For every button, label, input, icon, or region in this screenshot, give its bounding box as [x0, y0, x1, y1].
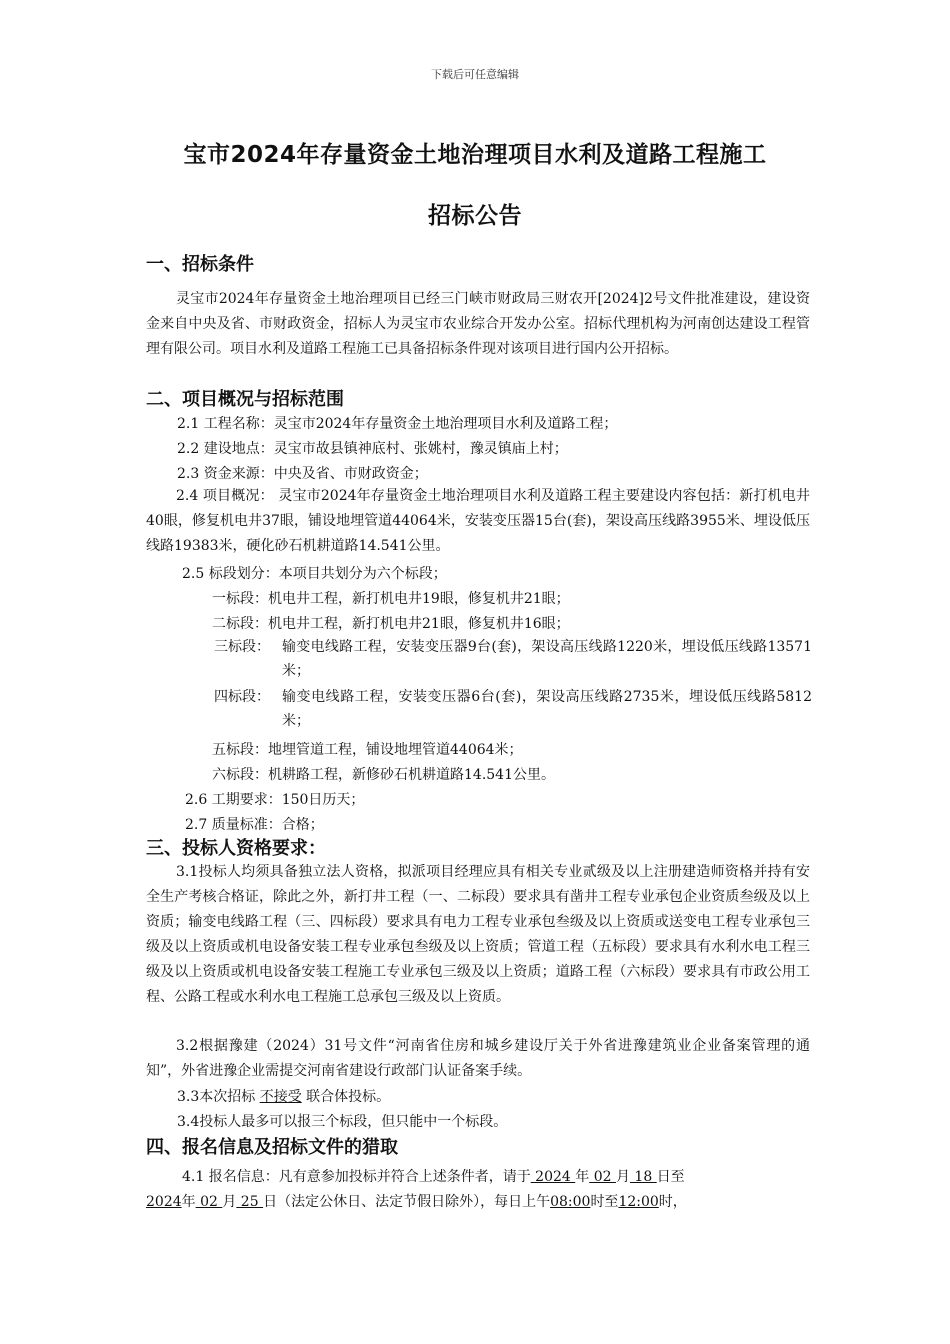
start-month: 02	[589, 1169, 616, 1185]
item-2-1: 2.1 工程名称：灵宝市2024年存量资金土地治理项目水利及道路工程；	[177, 416, 618, 432]
morning-end-time: 12:00	[618, 1194, 659, 1210]
item-4-1-line-2	[146, 1191, 687, 1211]
item-3-2: 3.2根据豫建（2024）31号文件“河南省住房和城乡建设厅关于外省进豫建筑业企业备案管理的通知”，外省进豫企业需提交河南省建设行政部门认证备案手续。	[146, 1038, 810, 1079]
end-year: 2024	[146, 1194, 182, 1210]
time-unit: 时，	[658, 1194, 687, 1210]
item-3-3-text-a: 3.3本次招标	[177, 1089, 260, 1105]
end-month-unit: 月	[222, 1194, 237, 1210]
item-3-1: 3.1投标人均须具备独立法人资格，拟派项目经理应具有相关专业贰级及以上注册建造师资格并持有安全生产考核合格证，除此之外，新打井工程（一、二标段）要求具有凿井工程专业承包企业资质叁级及以上资质；输变电线路工程（三、四标段）要求具有电力工程专业承包叁级及以上资质或送变电工程专业承包三级及以上资质或机电设备安装工程专业承包叁级及以上资质；管道工程（五标段）要求具有水利水电工程三级及以上资质或机电设备安装工程施工专业承包三级及以上资质；道路工程（六标段）要求具有市政公用工程、公路工程或水利水电工程施工总承包三级及以上资质。	[146, 864, 810, 1005]
section-1-heading: 一、招标条件	[146, 254, 254, 275]
document-title-line-1: 宝市2024年存量资金土地治理项目水利及道路工程施工	[183, 142, 767, 168]
item-2-5: 2.5 标段划分：本项目共划分为六个标段；	[182, 566, 447, 582]
section-1-paragraph: 灵宝市2024年存量资金土地治理项目已经三门峡市财政局三财农开[2024]2号文件批准建设，建设资金来自中央及省、市财政资金，招标人为灵宝市农业综合开发办公室。招标代理机构为河南创达建设工程管理有限公司。项目水利及道路工程施工已具备招标条件现对该项目进行国内公开招标。	[146, 291, 810, 357]
item-2-6: 2.6 工期要求：150日历天；	[185, 792, 365, 808]
end-day: 25	[236, 1194, 264, 1210]
item-4-1-pre: 4.1 报名信息：凡有意参加投标并符合上述条件者，请于	[182, 1169, 531, 1185]
start-day-unit: 日至	[656, 1169, 685, 1185]
item-3-3	[177, 1086, 390, 1106]
segment-6: 六标段：机耕路工程，新修砂石机耕道路14.541公里。	[212, 767, 555, 783]
segment-1: 一标段：机电井工程，新打机电井19眼，修复机井21眼；	[212, 591, 570, 607]
segment-4-text: 输变电线路工程，安装变压器6台(套)，架设高压线路2735米，埋设低压线路5812米；	[282, 689, 812, 729]
end-year-unit: 年	[181, 1194, 196, 1210]
item-2-7: 2.7 质量标准：合格；	[185, 817, 324, 833]
segment-3-label: 三标段：	[214, 639, 270, 655]
header-note: 下载后可任意编辑	[431, 68, 519, 81]
item-3-4: 3.4投标人最多可以报三个标段，但只能中一个标段。	[177, 1114, 508, 1130]
section-4-heading: 四、报名信息及招标文件的猎取	[146, 1137, 398, 1158]
end-month: 02	[195, 1194, 223, 1210]
segment-3-text: 输变电线路工程，安装变压器9台(套)，架设高压线路1220米，埋设低压线路13571米；	[282, 639, 812, 679]
section-3-heading: 三、投标人资格要求：	[146, 838, 326, 859]
start-year-unit: 年	[575, 1169, 590, 1185]
morning-start-time: 08:00	[550, 1194, 591, 1210]
time-separator: 时至	[590, 1194, 619, 1210]
item-4-1-line-1	[182, 1166, 685, 1186]
item-2-4: 2.4 项目概况： 灵宝市2024年存量资金土地治理项目水利及道路工程主要建设内容包括：新打机电井40眼，修复机电井37眼，铺设地埋管道44064米，安装变压器15台(套)，架设高压线路3955米、埋设低压线路19383米，硬化砂石机耕道路14.541公里。	[146, 488, 810, 554]
segment-4-label: 四标段：	[214, 689, 270, 705]
item-2-2: 2.2 建设地点：灵宝市故县镇神底村、张姚村，豫灵镇庙上村；	[177, 441, 568, 457]
item-3-3-text-b: 联合体投标。	[301, 1089, 391, 1105]
start-year: 2024	[530, 1169, 576, 1185]
document-title-line-2: 招标公告	[428, 203, 522, 229]
item-3-3-underlined: 不接受	[259, 1089, 302, 1105]
end-day-unit: 日（法定公休日、法定节假日除外），每日上午	[263, 1194, 551, 1210]
start-day: 18	[629, 1169, 657, 1185]
segment-5: 五标段：地埋管道工程，铺设地埋管道44064米；	[212, 742, 523, 758]
segment-2: 二标段：机电井工程，新打机电井21眼，修复机井16眼；	[212, 616, 570, 632]
section-2-heading: 二、项目概况与招标范围	[146, 389, 344, 410]
item-2-3: 2.3 资金来源：中央及省、市财政资金；	[177, 466, 428, 482]
start-month-unit: 月	[615, 1169, 630, 1185]
